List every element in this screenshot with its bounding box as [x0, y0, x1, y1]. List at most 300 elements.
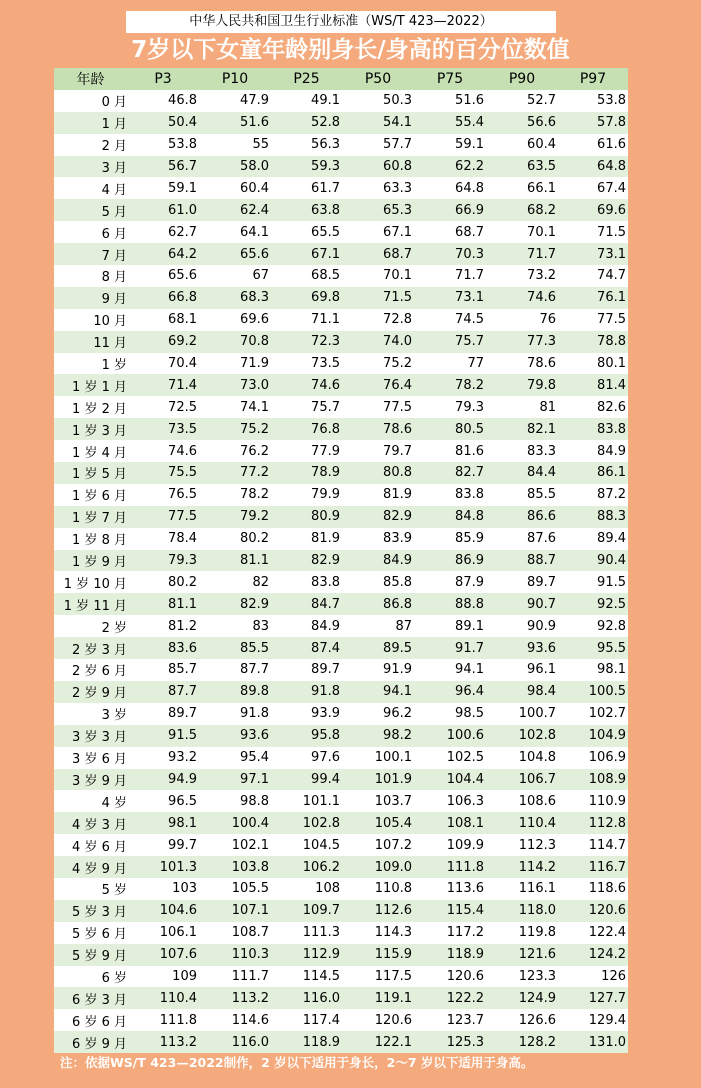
value-cell: 87.9 [414, 571, 486, 593]
age-cell: 1 岁 6 月 [54, 484, 127, 506]
value-cell: 53.8 [127, 134, 199, 156]
age-cell: 1 岁 7 月 [54, 506, 127, 528]
value-cell: 68.7 [342, 243, 414, 265]
value-cell: 81.6 [414, 440, 486, 462]
value-cell: 86.1 [558, 462, 628, 484]
age-cell: 1 岁 [54, 353, 127, 375]
value-cell: 82.6 [558, 396, 628, 418]
table-row [54, 177, 628, 199]
value-cell: 68.5 [271, 265, 342, 287]
value-cell: 117.5 [342, 966, 414, 988]
value-cell: 69.6 [558, 199, 628, 221]
value-cell: 62.2 [414, 156, 486, 178]
age-cell: 1 岁 4 月 [54, 440, 127, 462]
value-cell: 89.1 [414, 615, 486, 637]
age-cell: 2 岁 [54, 615, 127, 637]
value-cell: 75.5 [127, 462, 199, 484]
value-cell: 77.5 [342, 396, 414, 418]
value-cell: 93.6 [486, 637, 558, 659]
value-cell: 104.8 [486, 747, 558, 769]
value-cell: 77.5 [558, 309, 628, 331]
value-cell: 89.7 [271, 659, 342, 681]
table-row [54, 484, 628, 506]
value-cell: 91.8 [271, 681, 342, 703]
table-row [54, 571, 628, 593]
value-cell: 71.1 [271, 309, 342, 331]
value-cell: 81.4 [558, 374, 628, 396]
value-cell: 88.8 [414, 593, 486, 615]
value-cell: 98.4 [486, 681, 558, 703]
value-cell: 53.8 [558, 90, 628, 112]
table-row [54, 156, 628, 178]
value-cell: 114.3 [342, 922, 414, 944]
value-cell: 100.7 [486, 703, 558, 725]
value-cell: 85.5 [486, 484, 558, 506]
value-cell: 102.1 [199, 834, 271, 856]
value-cell: 91.5 [127, 725, 199, 747]
value-cell: 80.8 [342, 462, 414, 484]
value-cell: 106.1 [127, 922, 199, 944]
age-cell: 2 岁 3 月 [54, 637, 127, 659]
value-cell: 110.4 [486, 812, 558, 834]
table-row [54, 506, 628, 528]
column-header-p25: P25 [271, 68, 342, 90]
value-cell: 86.8 [342, 593, 414, 615]
value-cell: 96.5 [127, 790, 199, 812]
age-cell: 2 岁 6 月 [54, 659, 127, 681]
table-row [54, 374, 628, 396]
value-cell: 98.1 [127, 812, 199, 834]
column-header-p50: P50 [342, 68, 414, 90]
value-cell: 100.1 [342, 747, 414, 769]
value-cell: 70.3 [414, 243, 486, 265]
age-cell: 5 岁 3 月 [54, 900, 127, 922]
age-cell: 3 月 [54, 156, 127, 178]
value-cell: 67.1 [271, 243, 342, 265]
value-cell: 92.5 [558, 593, 628, 615]
value-cell: 102.7 [558, 703, 628, 725]
value-cell: 59.1 [414, 134, 486, 156]
table-row [54, 462, 628, 484]
value-cell: 79.2 [199, 506, 271, 528]
value-cell: 131.0 [558, 1031, 628, 1053]
value-cell: 90.7 [486, 593, 558, 615]
value-cell: 64.8 [414, 177, 486, 199]
value-cell: 71.5 [558, 221, 628, 243]
value-cell: 111.8 [414, 856, 486, 878]
value-cell: 74.7 [558, 265, 628, 287]
age-cell: 5 岁 [54, 878, 127, 900]
value-cell: 111.7 [199, 966, 271, 988]
page-title: 7岁以下女童年龄别身长/身高的百分位数值 [131, 37, 570, 63]
value-cell: 63.5 [486, 156, 558, 178]
value-cell: 47.9 [199, 90, 271, 112]
value-cell: 98.1 [558, 659, 628, 681]
age-cell: 3 岁 [54, 703, 127, 725]
value-cell: 63.3 [342, 177, 414, 199]
value-cell: 102.8 [486, 725, 558, 747]
value-cell: 126.6 [486, 1009, 558, 1031]
age-cell: 1 岁 3 月 [54, 418, 127, 440]
value-cell: 106.2 [271, 856, 342, 878]
value-cell: 100.6 [414, 725, 486, 747]
value-cell: 75.7 [414, 331, 486, 353]
value-cell: 64.1 [199, 221, 271, 243]
value-cell: 115.4 [414, 900, 486, 922]
value-cell: 92.8 [558, 615, 628, 637]
value-cell: 56.3 [271, 134, 342, 156]
value-cell: 117.2 [414, 922, 486, 944]
value-cell: 64.2 [127, 243, 199, 265]
value-cell: 78.8 [558, 331, 628, 353]
value-cell: 77.5 [127, 506, 199, 528]
value-cell: 112.6 [342, 900, 414, 922]
value-cell: 91.8 [199, 703, 271, 725]
value-cell: 103.7 [342, 790, 414, 812]
value-cell: 78.6 [486, 353, 558, 375]
value-cell: 52.7 [486, 90, 558, 112]
column-header-p3: P3 [127, 68, 199, 90]
value-cell: 82.9 [271, 550, 342, 572]
value-cell: 79.8 [486, 374, 558, 396]
table-row [54, 528, 628, 550]
age-cell: 3 岁 6 月 [54, 747, 127, 769]
height-percentile-table [54, 68, 628, 1053]
table-row [54, 550, 628, 572]
value-cell: 102.5 [414, 747, 486, 769]
value-cell: 108.1 [414, 812, 486, 834]
value-cell: 67.4 [558, 177, 628, 199]
value-cell: 85.7 [127, 659, 199, 681]
value-cell: 74.6 [486, 287, 558, 309]
age-cell: 1 岁 8 月 [54, 528, 127, 550]
value-cell: 94.9 [127, 769, 199, 791]
age-cell: 1 岁 10 月 [54, 571, 127, 593]
value-cell: 62.7 [127, 221, 199, 243]
value-cell: 84.9 [558, 440, 628, 462]
value-cell: 50.3 [342, 90, 414, 112]
value-cell: 71.7 [486, 243, 558, 265]
value-cell: 111.3 [271, 922, 342, 944]
value-cell: 109 [127, 966, 199, 988]
value-cell: 84.9 [271, 615, 342, 637]
table-row [54, 703, 628, 725]
value-cell: 100.5 [558, 681, 628, 703]
value-cell: 94.1 [342, 681, 414, 703]
value-cell: 97.1 [199, 769, 271, 791]
value-cell: 59.1 [127, 177, 199, 199]
table-body [54, 90, 628, 1053]
value-cell: 129.4 [558, 1009, 628, 1031]
value-cell: 56.6 [486, 112, 558, 134]
value-cell: 110.3 [199, 944, 271, 966]
value-cell: 107.2 [342, 834, 414, 856]
value-cell: 118.9 [271, 1031, 342, 1053]
value-cell: 54.1 [342, 112, 414, 134]
value-cell: 122.4 [558, 922, 628, 944]
value-cell: 127.7 [558, 987, 628, 1009]
value-cell: 128.2 [486, 1031, 558, 1053]
value-cell: 67.1 [342, 221, 414, 243]
value-cell: 78.2 [414, 374, 486, 396]
value-cell: 63.8 [271, 199, 342, 221]
value-cell: 80.5 [414, 418, 486, 440]
value-cell: 112.9 [271, 944, 342, 966]
value-cell: 119.8 [486, 922, 558, 944]
value-cell: 89.5 [342, 637, 414, 659]
table-row [54, 659, 628, 681]
value-cell: 104.5 [271, 834, 342, 856]
table-row [54, 878, 628, 900]
value-cell: 84.4 [486, 462, 558, 484]
value-cell: 61.0 [127, 199, 199, 221]
value-cell: 114.7 [558, 834, 628, 856]
value-cell: 89.4 [558, 528, 628, 550]
value-cell: 84.7 [271, 593, 342, 615]
value-cell: 56.7 [127, 156, 199, 178]
value-cell: 70.1 [342, 265, 414, 287]
column-header-age: 年龄 [54, 68, 127, 90]
value-cell: 119.1 [342, 987, 414, 1009]
value-cell: 74.6 [271, 374, 342, 396]
age-cell: 10 月 [54, 309, 127, 331]
value-cell: 80.2 [199, 528, 271, 550]
table-row [54, 90, 628, 112]
value-cell: 95.8 [271, 725, 342, 747]
value-cell: 72.5 [127, 396, 199, 418]
value-cell: 98.5 [414, 703, 486, 725]
value-cell: 87.2 [558, 484, 628, 506]
value-cell: 70.4 [127, 353, 199, 375]
table-row [54, 1009, 628, 1031]
value-cell: 114.6 [199, 1009, 271, 1031]
value-cell: 83.8 [271, 571, 342, 593]
value-cell: 67 [199, 265, 271, 287]
value-cell: 104.4 [414, 769, 486, 791]
age-cell: 2 岁 9 月 [54, 681, 127, 703]
table-row [54, 265, 628, 287]
value-cell: 100.4 [199, 812, 271, 834]
value-cell: 76.5 [127, 484, 199, 506]
value-cell: 83.3 [486, 440, 558, 462]
age-cell: 1 岁 1 月 [54, 374, 127, 396]
value-cell: 82.9 [342, 506, 414, 528]
value-cell: 96.4 [414, 681, 486, 703]
age-cell: 6 月 [54, 221, 127, 243]
table-row [54, 922, 628, 944]
age-cell: 9 月 [54, 287, 127, 309]
value-cell: 69.8 [271, 287, 342, 309]
value-cell: 118.0 [486, 900, 558, 922]
value-cell: 79.7 [342, 440, 414, 462]
table-row [54, 396, 628, 418]
value-cell: 113.2 [127, 1031, 199, 1053]
table-row [54, 243, 628, 265]
value-cell: 78.9 [271, 462, 342, 484]
value-cell: 102.8 [271, 812, 342, 834]
value-cell: 65.6 [127, 265, 199, 287]
value-cell: 87.6 [486, 528, 558, 550]
value-cell: 98.2 [342, 725, 414, 747]
table-row [54, 418, 628, 440]
value-cell: 99.7 [127, 834, 199, 856]
value-cell: 73.0 [199, 374, 271, 396]
table-row [54, 812, 628, 834]
value-cell: 81.9 [271, 528, 342, 550]
value-cell: 73.5 [127, 418, 199, 440]
value-cell: 69.6 [199, 309, 271, 331]
table-row [54, 615, 628, 637]
value-cell: 122.1 [342, 1031, 414, 1053]
value-cell: 126 [558, 966, 628, 988]
age-cell: 1 岁 2 月 [54, 396, 127, 418]
value-cell: 112.3 [486, 834, 558, 856]
value-cell: 74.5 [414, 309, 486, 331]
value-cell: 79.3 [127, 550, 199, 572]
age-cell: 6 岁 3 月 [54, 987, 127, 1009]
value-cell: 70.8 [199, 331, 271, 353]
value-cell: 77.2 [199, 462, 271, 484]
table-row [54, 593, 628, 615]
value-cell: 108.9 [558, 769, 628, 791]
age-cell: 7 月 [54, 243, 127, 265]
table-row [54, 900, 628, 922]
value-cell: 107.6 [127, 944, 199, 966]
table-row [54, 944, 628, 966]
age-cell: 6 岁 9 月 [54, 1031, 127, 1053]
value-cell: 68.3 [199, 287, 271, 309]
value-cell: 120.6 [414, 966, 486, 988]
value-cell: 78.2 [199, 484, 271, 506]
value-cell: 46.8 [127, 90, 199, 112]
value-cell: 116.1 [486, 878, 558, 900]
value-cell: 122.2 [414, 987, 486, 1009]
age-cell: 1 岁 11 月 [54, 593, 127, 615]
value-cell: 109.7 [271, 900, 342, 922]
value-cell: 60.4 [486, 134, 558, 156]
value-cell: 89.7 [486, 571, 558, 593]
value-cell: 85.5 [199, 637, 271, 659]
table-row [54, 331, 628, 353]
value-cell: 66.8 [127, 287, 199, 309]
value-cell: 83.9 [342, 528, 414, 550]
value-cell: 104.6 [127, 900, 199, 922]
table-row [54, 747, 628, 769]
value-cell: 71.5 [342, 287, 414, 309]
value-cell: 107.1 [199, 900, 271, 922]
value-cell: 113.6 [414, 878, 486, 900]
table-row [54, 725, 628, 747]
value-cell: 97.6 [271, 747, 342, 769]
value-cell: 105.5 [199, 878, 271, 900]
value-cell: 98.8 [199, 790, 271, 812]
value-cell: 120.6 [342, 1009, 414, 1031]
age-cell: 6 岁 6 月 [54, 1009, 127, 1031]
value-cell: 76.4 [342, 374, 414, 396]
value-cell: 88.7 [486, 550, 558, 572]
age-cell: 1 月 [54, 112, 127, 134]
value-cell: 49.1 [271, 90, 342, 112]
value-cell: 93.6 [199, 725, 271, 747]
table-row [54, 221, 628, 243]
value-cell: 82.9 [199, 593, 271, 615]
value-cell: 104.9 [558, 725, 628, 747]
value-cell: 84.9 [342, 550, 414, 572]
table-row [54, 966, 628, 988]
age-cell: 11 月 [54, 331, 127, 353]
value-cell: 65.6 [199, 243, 271, 265]
value-cell: 80.1 [558, 353, 628, 375]
value-cell: 73.2 [486, 265, 558, 287]
value-cell: 73.1 [414, 287, 486, 309]
value-cell: 55.4 [414, 112, 486, 134]
value-cell: 76.8 [271, 418, 342, 440]
value-cell: 72.3 [271, 331, 342, 353]
value-cell: 96.2 [342, 703, 414, 725]
value-cell: 74.6 [127, 440, 199, 462]
value-cell: 61.7 [271, 177, 342, 199]
value-cell: 71.9 [199, 353, 271, 375]
value-cell: 65.3 [342, 199, 414, 221]
value-cell: 61.6 [558, 134, 628, 156]
age-cell: 0 月 [54, 90, 127, 112]
value-cell: 123.3 [486, 966, 558, 988]
value-cell: 72.8 [342, 309, 414, 331]
value-cell: 105.4 [342, 812, 414, 834]
age-cell: 1 岁 5 月 [54, 462, 127, 484]
age-cell: 4 岁 9 月 [54, 856, 127, 878]
value-cell: 116.0 [199, 1031, 271, 1053]
table-row [54, 856, 628, 878]
value-cell: 87.7 [127, 681, 199, 703]
value-cell: 114.5 [271, 966, 342, 988]
value-cell: 81.1 [199, 550, 271, 572]
value-cell: 81.9 [342, 484, 414, 506]
value-cell: 108.6 [486, 790, 558, 812]
value-cell: 65.5 [271, 221, 342, 243]
value-cell: 124.9 [486, 987, 558, 1009]
table-row [54, 287, 628, 309]
value-cell: 79.9 [271, 484, 342, 506]
value-cell: 87 [342, 615, 414, 637]
value-cell: 73.5 [271, 353, 342, 375]
table-row [54, 790, 628, 812]
value-cell: 101.3 [127, 856, 199, 878]
value-cell: 83.8 [414, 484, 486, 506]
value-cell: 101.9 [342, 769, 414, 791]
footnote: 注：依据WS/T 423—2022制作，2 岁以下适用于身长，2～7 岁以下适用于身高。 [60, 1055, 534, 1070]
value-cell: 82.7 [414, 462, 486, 484]
value-cell: 60.8 [342, 156, 414, 178]
value-cell: 106.3 [414, 790, 486, 812]
value-cell: 101.1 [271, 790, 342, 812]
value-cell: 77 [414, 353, 486, 375]
value-cell: 74.0 [342, 331, 414, 353]
value-cell: 121.6 [486, 944, 558, 966]
value-cell: 55 [199, 134, 271, 156]
value-cell: 73.1 [558, 243, 628, 265]
table-header-row [54, 68, 628, 90]
value-cell: 74.1 [199, 396, 271, 418]
value-cell: 68.7 [414, 221, 486, 243]
value-cell: 76.1 [558, 287, 628, 309]
value-cell: 81 [486, 396, 558, 418]
value-cell: 94.1 [414, 659, 486, 681]
table-row [54, 1031, 628, 1053]
value-cell: 83.6 [127, 637, 199, 659]
table-row [54, 681, 628, 703]
value-cell: 75.2 [199, 418, 271, 440]
